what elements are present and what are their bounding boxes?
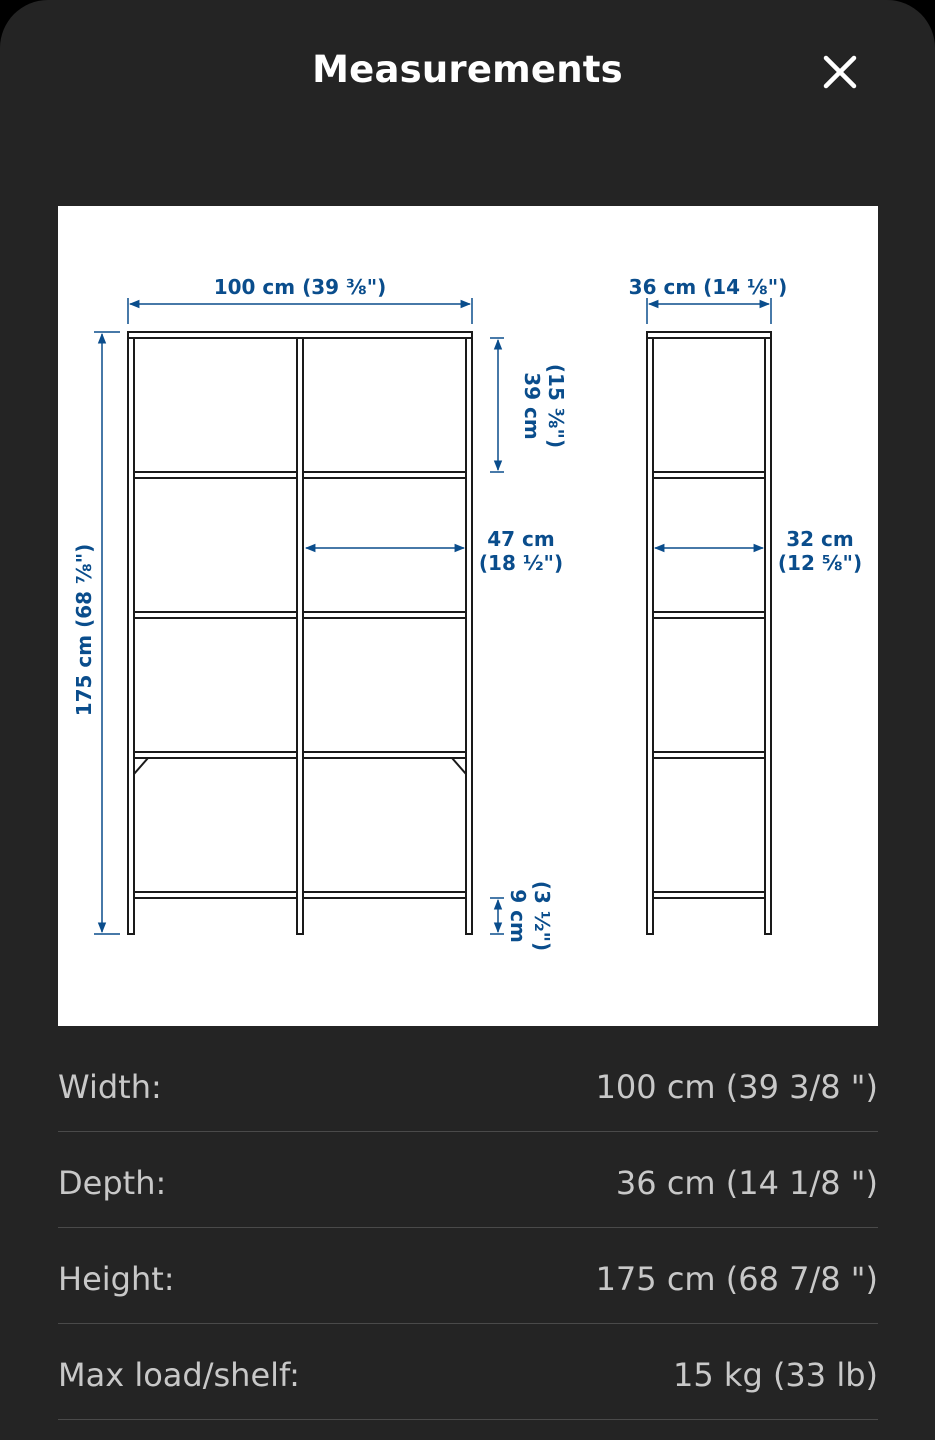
specs-list <box>58 1036 878 1420</box>
spec-value: 36 cm (14 1/8 ") <box>615 1164 878 1202</box>
page-title: Measurements <box>312 48 623 91</box>
spec-row-width <box>58 1036 878 1132</box>
spec-value: 15 kg (33 lb) <box>673 1356 878 1394</box>
bottom-clearance-label-cm: 9 cm <box>506 889 530 943</box>
depth-dimension-label: 36 cm (14 ⅛") <box>628 275 788 299</box>
front-view-shelf <box>128 332 472 934</box>
inner-depth-label-in: (12 ⅝") <box>777 551 863 575</box>
width-dimension-label: 100 cm (39 ⅜") <box>213 275 387 299</box>
spec-value: 175 cm (68 7/8 ") <box>595 1260 878 1298</box>
sheet-header <box>0 0 935 145</box>
spec-row-depth <box>58 1132 878 1228</box>
spec-label: Max load/shelf: <box>58 1356 300 1394</box>
close-button[interactable] <box>816 48 864 96</box>
spec-label: Width: <box>58 1068 162 1106</box>
dimension-lines <box>94 298 771 934</box>
shelf-spacing-label-in: (15 ⅜") <box>544 363 568 449</box>
spec-value: 100 cm (39 3/8 ") <box>595 1068 878 1106</box>
height-dimension-label: 175 cm (68 ⅞") <box>72 543 96 717</box>
dimension-diagram <box>58 206 878 1026</box>
close-icon <box>816 48 864 96</box>
bottom-clearance-label-in: (3 ½") <box>530 880 554 952</box>
spec-label: Height: <box>58 1260 175 1298</box>
inner-width-label-in: (18 ½") <box>478 551 564 575</box>
spec-label: Depth: <box>58 1164 167 1202</box>
side-view-shelf <box>647 332 771 934</box>
inner-depth-label-cm: 32 cm <box>786 527 854 551</box>
spec-row-height <box>58 1228 878 1324</box>
shelf-spacing-label-cm: 39 cm <box>520 372 544 440</box>
inner-width-label-cm: 47 cm <box>487 527 555 551</box>
spec-row-max-load <box>58 1324 878 1420</box>
